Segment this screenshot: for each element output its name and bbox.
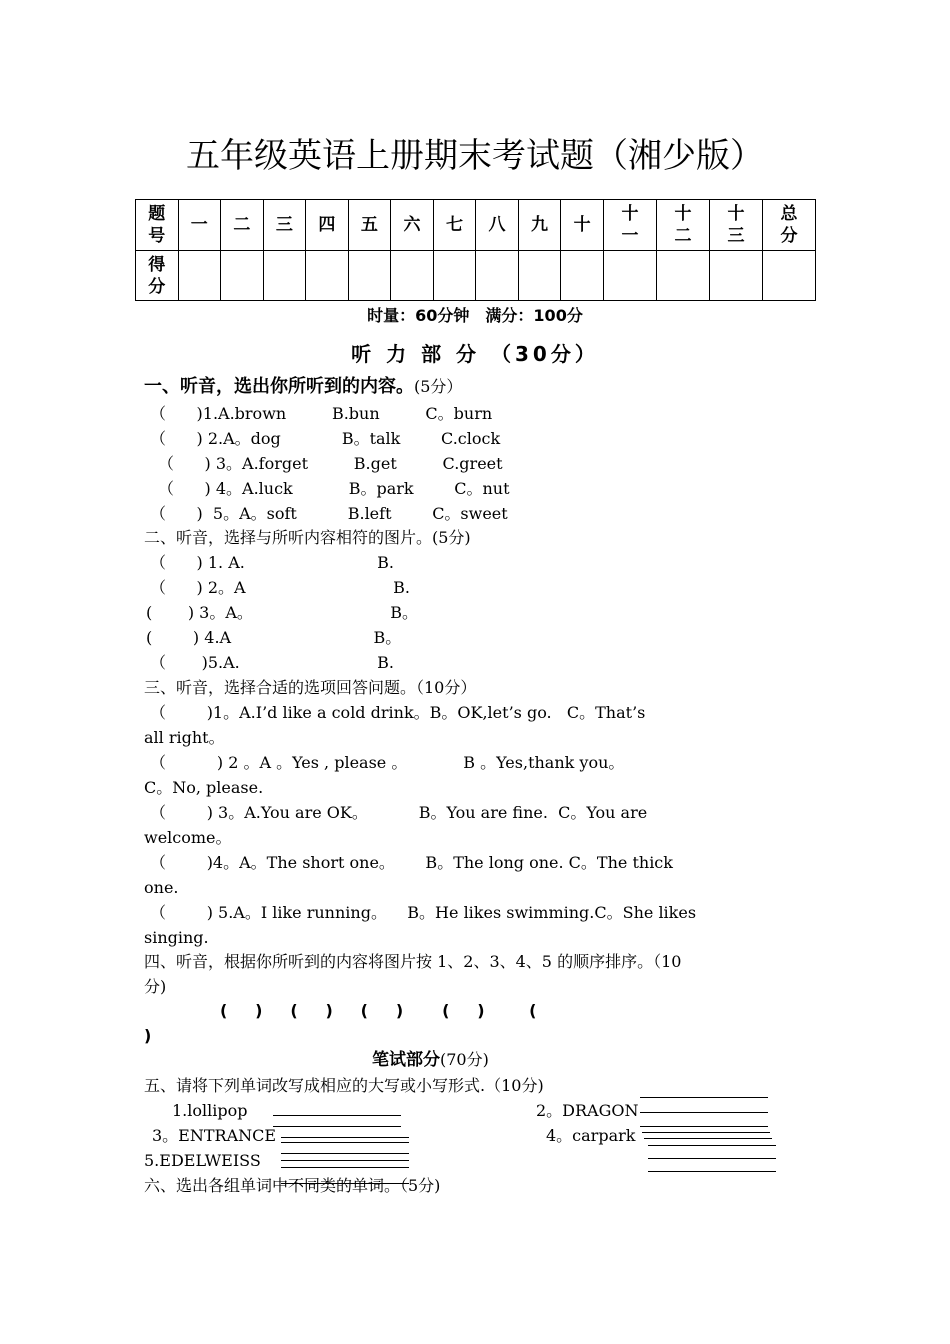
part5-word: 4。carpark — [546, 1126, 636, 1145]
score-table-header-row — [136, 200, 816, 251]
part2-heading: 二、听音，选择与所听内容相符的图片。(5分) — [144, 528, 471, 547]
score-cell[interactable] — [433, 251, 476, 301]
ordering-bracket-close: ) — [144, 1026, 152, 1045]
exam-meta: 时量：60分钟 满分：100分 — [367, 306, 583, 325]
column-header: 四 — [306, 200, 349, 251]
part2-item: （ ) 2。A B. — [150, 578, 410, 597]
column-header: 十 二 — [657, 200, 710, 251]
score-cell[interactable] — [221, 251, 264, 301]
score-label: 得 分 — [136, 251, 179, 301]
part3-line: one. — [144, 878, 179, 897]
score-cell[interactable] — [518, 251, 561, 301]
column-header: 九 — [518, 200, 561, 251]
score-cell[interactable] — [561, 251, 604, 301]
score-cell[interactable] — [710, 251, 763, 301]
answer-line[interactable] — [648, 1171, 776, 1172]
listening-section-title: 听 力 部 分 （30分） — [351, 342, 599, 366]
column-header: 三 — [263, 200, 306, 251]
part6-heading: 六、选出各组单词中不同类的单词。（5分) — [144, 1176, 441, 1195]
answer-line[interactable] — [640, 1097, 768, 1098]
answer-line[interactable] — [648, 1145, 776, 1146]
answer-line[interactable] — [648, 1158, 776, 1159]
score-cell[interactable] — [348, 251, 391, 301]
part4-heading-cont: 分) — [144, 977, 167, 996]
answer-line[interactable] — [281, 1153, 409, 1154]
answer-line[interactable] — [640, 1112, 768, 1113]
column-header: 十 三 — [710, 200, 763, 251]
answer-line[interactable] — [644, 1138, 772, 1139]
part3-line: C。No, please. — [144, 778, 264, 797]
column-header: 六 — [391, 200, 434, 251]
part2-item: （ )5.A. B. — [150, 653, 394, 672]
column-header: 总 分 — [763, 200, 816, 251]
part5-heading: 五、请将下列单词改写成相应的大写或小写形式.（10分) — [144, 1076, 544, 1095]
score-cell[interactable] — [476, 251, 519, 301]
column-header: 一 — [178, 200, 221, 251]
answer-line[interactable] — [281, 1160, 409, 1161]
part5-word: 5.EDELWEISS — [144, 1151, 261, 1170]
score-cell[interactable] — [306, 251, 349, 301]
answer-line[interactable] — [281, 1137, 409, 1138]
part3-line: （ ) 3。A.You are OK。 B。You are fine. C。You are — [150, 803, 648, 822]
score-cell[interactable] — [391, 251, 434, 301]
column-header: 十 — [561, 200, 604, 251]
answer-line[interactable] — [273, 1115, 401, 1116]
part1-item: （ ) 2.A。dog B。talk C.clock — [150, 429, 501, 448]
answer-line[interactable] — [281, 1167, 409, 1168]
part3-line: （ ) 5.A。I like running。 B。He likes swimming.C。She likes — [150, 903, 697, 922]
score-cell[interactable] — [178, 251, 221, 301]
part1-item: （ ) 4。A.luck B。park C。nut — [158, 479, 510, 498]
score-table — [135, 199, 816, 301]
column-header: 十 一 — [604, 200, 657, 251]
part2-item: ( ) 3。A。 B。 — [146, 603, 418, 622]
score-cell[interactable] — [763, 251, 816, 301]
part1-item: （ )1.A.brown B.bun C。burn — [150, 404, 493, 423]
part4-heading: 四、听音，根据你所听到的内容将图片按 1、2、3、4、5 的顺序排序。（10 — [144, 952, 682, 971]
part3-line: （ )4。A。The short one。 B。The long one. C。The thick — [150, 853, 673, 872]
answer-line[interactable] — [281, 1142, 409, 1143]
question-number-label: 题 号 — [136, 200, 179, 251]
written-points: (70分) — [440, 1050, 489, 1069]
part3-line: welcome。 — [144, 828, 232, 847]
score-table-score-row — [136, 251, 816, 301]
part3-line: （ )1。A.I’d like a cold drink。B。OK,let’s go. C。That’s — [150, 703, 646, 722]
part3-heading: 三、听音，选择合适的选项回答问题。（10分） — [144, 678, 477, 697]
column-header: 七 — [433, 200, 476, 251]
part1-points: (5分） — [414, 377, 463, 396]
part2-item: ( ) 4.A B。 — [146, 628, 402, 647]
written-section-title — [372, 1047, 489, 1073]
part3-line: （ ) 2 。A 。Yes , please 。 B 。Yes,thank you。 — [150, 753, 625, 772]
written-title-text: 笔试部分 — [372, 1050, 440, 1070]
part2-item: （ ) 1. A. B. — [150, 553, 394, 572]
part3-line: all right。 — [144, 728, 225, 747]
part5-word: 1.lollipop — [172, 1101, 248, 1120]
part1-heading — [144, 374, 462, 399]
part5-word: 3。ENTRANCE — [152, 1126, 277, 1145]
answer-line[interactable] — [640, 1126, 768, 1127]
column-header: 五 — [348, 200, 391, 251]
answer-line[interactable] — [642, 1132, 770, 1133]
part1-item: （ ) 5。A。soft B.left C。sweet — [150, 504, 508, 523]
column-header: 八 — [476, 200, 519, 251]
column-header: 二 — [221, 200, 264, 251]
answer-line[interactable] — [273, 1126, 401, 1127]
part1-item: （ ) 3。A.forget B.get C.greet — [158, 454, 503, 473]
part3-line: singing. — [144, 928, 209, 947]
ordering-brackets: ( ) ( ) ( ) ( ) ( — [220, 1001, 537, 1020]
part1-heading-text: 一、听音，选出你所听到的内容。 — [144, 376, 414, 397]
score-cell[interactable] — [263, 251, 306, 301]
page-title: 五年级英语上册期末考试题（湘少版） — [186, 136, 764, 176]
part5-word: 2。DRAGON — [536, 1101, 639, 1120]
score-cell[interactable] — [657, 251, 710, 301]
score-cell[interactable] — [604, 251, 657, 301]
answer-line[interactable] — [281, 1183, 409, 1184]
